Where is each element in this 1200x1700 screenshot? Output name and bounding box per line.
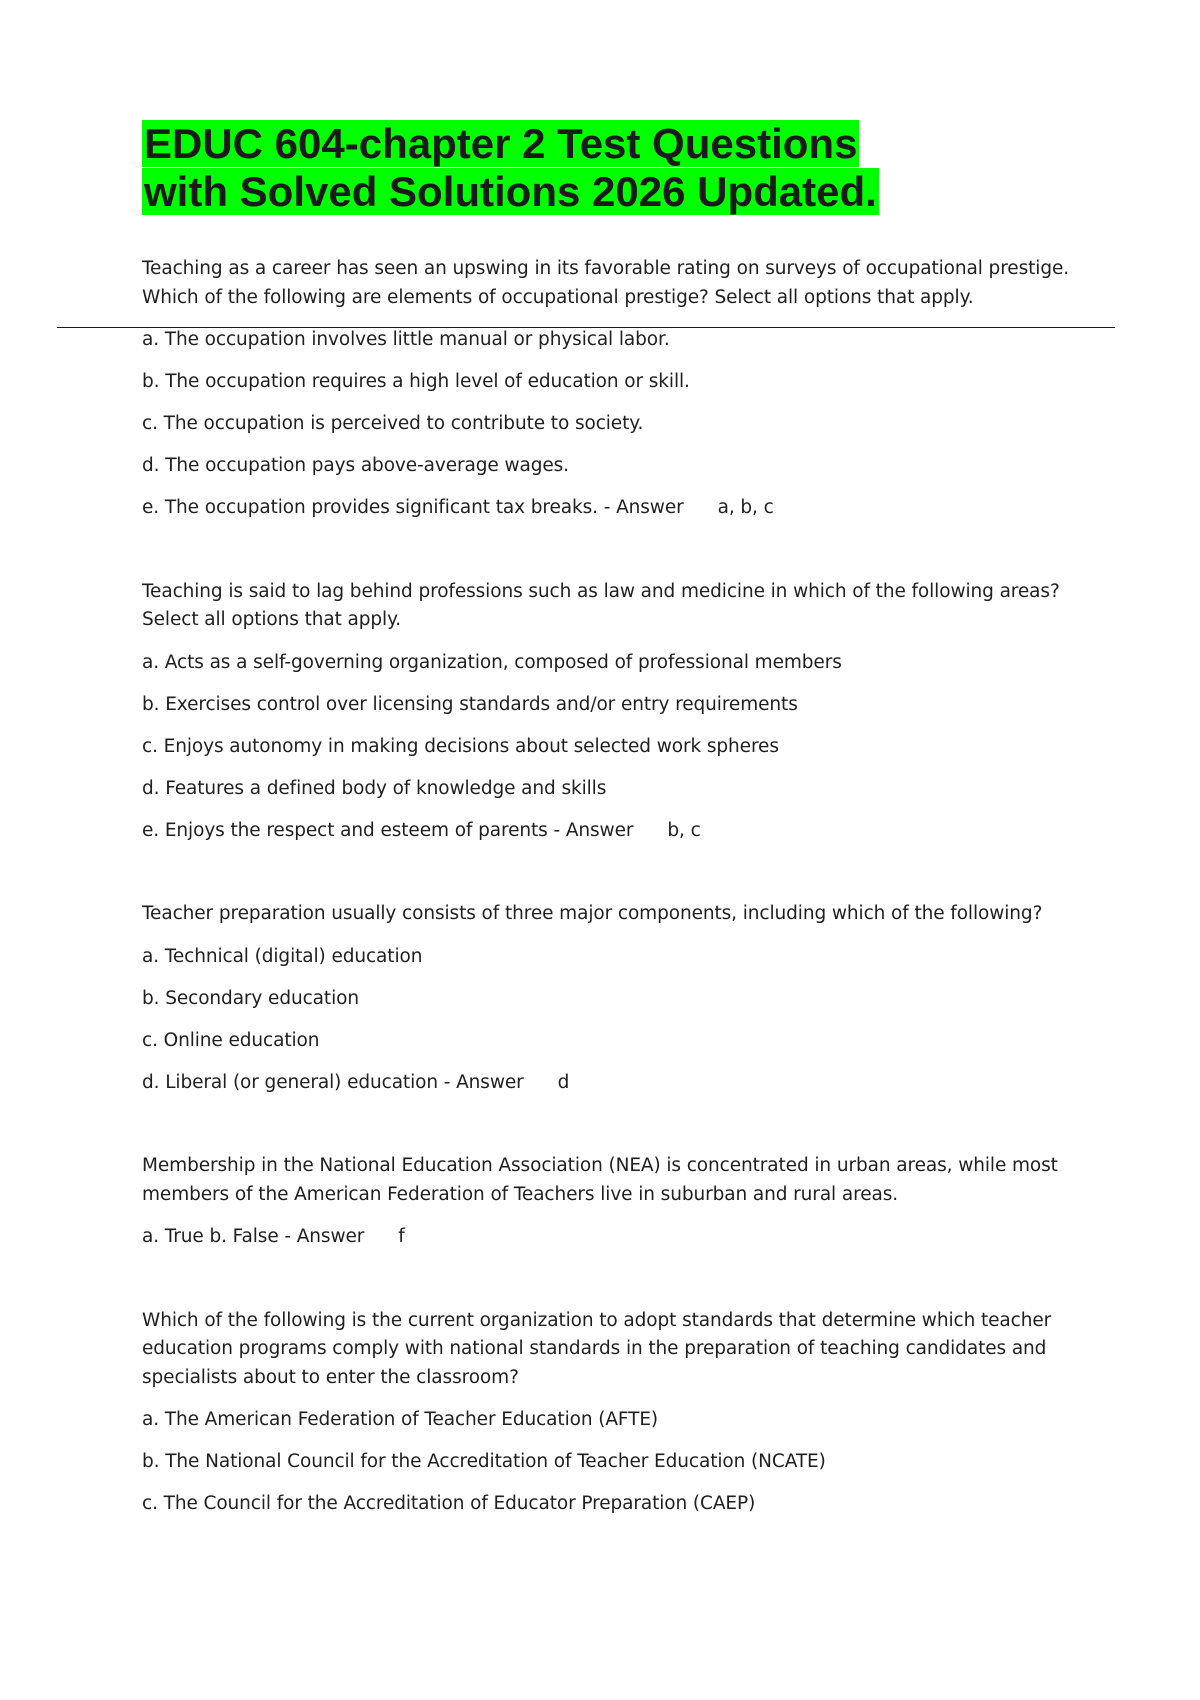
option-item: d. Features a defined body of knowledge and skills [142, 777, 607, 799]
last-option: e. The occupation provides significant tax breaks. - Answer [142, 497, 684, 518]
title-line-1: EDUC 604-chapter 2 Test Questions [144, 120, 858, 167]
option-item: d. The occupation pays above-average wages. [142, 455, 569, 476]
questions-list [142, 255, 1072, 1574]
option-item: b. The National Council for the Accreditation of Teacher Education (NCATE) [142, 1451, 826, 1472]
option-item: b. The occupation requires a high level of education or skill. [142, 371, 690, 392]
option-item: c. Online education [142, 1029, 320, 1051]
answer-value: b, c [667, 819, 701, 841]
question-text: Membership in the National Education Association (NEA) is concentrated in urban areas, while most members of the American Federation of Teachers live in suburban and rural areas. [142, 1155, 1058, 1205]
answer-value: f [398, 1226, 405, 1247]
title-line-2: with Solved Solutions 2026 Updated. [144, 168, 877, 215]
option-item: c. The Council for the Accreditation of Educator Preparation (CAEP) [142, 1493, 756, 1514]
question-text: Which of the following is the current organization to adopt standards that determine which teacher education programs comply with national standards in the preparation of teaching candidates and specialists about to enter the classroom? [142, 1309, 1052, 1388]
option-item: a. Acts as a self-governing organization, composed of professional members [142, 651, 842, 673]
option-item: c. Enjoys autonomy in making decisions about selected work spheres [142, 735, 779, 757]
last-option: a. True b. False - Answer [142, 1226, 365, 1247]
question-block-4 [142, 1152, 1072, 1252]
option-item: a. The occupation involves little manual or physical labor. [142, 329, 670, 350]
answer-line [142, 1069, 1072, 1098]
option-item: a. The American Federation of Teacher Education (AFTE) [142, 1409, 659, 1430]
option-item: c. The occupation is perceived to contribute to society. [142, 413, 644, 434]
answer-value: d [557, 1071, 570, 1093]
question-text: Teaching is said to lag behind professions such as law and medicine in which of the following areas? Select all options that apply. [142, 580, 1060, 630]
last-option: d. Liberal (or general) education - Answer [142, 1071, 524, 1093]
option-item: b. Secondary education [142, 987, 359, 1009]
option-item: b. Exercises control over licensing standards and/or entry requirements [142, 693, 798, 715]
document-title [142, 120, 1022, 216]
answer-line [142, 1223, 1072, 1252]
answer-value: a, b, c [717, 497, 774, 518]
option-item: a. Technical (digital) education [142, 945, 423, 967]
answer-line [142, 817, 1072, 846]
question-block-5 [142, 1307, 1072, 1519]
question-block-1 [142, 255, 1072, 523]
question-block-2 [142, 578, 1072, 846]
question-text: Teaching as a career has seen an upswing in its favorable rating on surveys of occupational prestige. Which of the following are elements of occupational prestige? Select all options that apply. [142, 258, 1070, 308]
last-option: e. Enjoys the respect and esteem of parents - Answer [142, 819, 634, 841]
question-block-3 [142, 900, 1072, 1097]
answer-line [142, 494, 1072, 523]
question-text: Teacher preparation usually consists of three major components, including which of the following? [142, 903, 1043, 924]
